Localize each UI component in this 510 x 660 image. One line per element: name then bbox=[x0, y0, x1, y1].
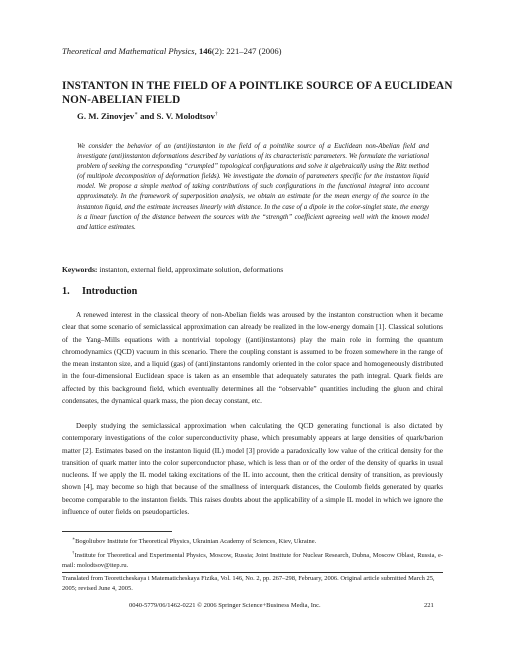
translation-rule bbox=[62, 572, 443, 573]
keywords bbox=[62, 265, 462, 274]
body-paragraph: A renewed interest in the classical theory of non-Abelian fields was aroused by the instanton construction when it became clear that some scenario of semiclassical approximation can already be realized in the low-energy domain [1]. Classical solutions of the Yang–Mills equations with a nontrivial topology ((anti)instantons) play the main role in forming the quantum chromodynamics (QCD) vacuum in this scenario. There the coupling constant is assumed to be frozen somewhere in the range of the mean instanton size, and a liquid (gas) of (anti)instantons randomly oriented in the color space and homogeneously distributed in the four-dimensional Euclidean space is taken as an ensemble that adequately saturates the path integral. Quark fields are affected by this background field, which eventually determines all the “observable” quantities including the gluon and chiral condensates, the dynamical quark mass, the pion decay constant, etc. bbox=[62, 311, 443, 406]
author-conjunction: and bbox=[137, 111, 157, 121]
section-title: Introduction bbox=[82, 286, 138, 297]
body-paragraph: Deeply studying the semiclassical approximation when calculating the QCD generating functional is also dictated by contemporary investigations of the color superconductivity phase, which presumably appears at large densities of quark/barion matter [2]. Estimates based on the instanton liquid (IL) model [3] provide a paradoxically low value of the critical density for the transition of quark matter into the color superconductor phase, which is less than or of the order of the density of quarks in usual nucleons. If we apply the IL model taking excitations of the IL into account, then the critical density of transition, as previously shown [4], may become so high that because of the smallness of interquark distances, the Coulomb fields generated by quarks become comparable to the instanton fields. This raises doubts about the applicability of a simple IL model in which we ignore the influence of outer fields on pseudoparticles. bbox=[62, 422, 443, 517]
paper-title: INSTANTON IN THE FIELD OF A POINTLIKE SOURCE OF A EUCLIDEAN NON-ABELIAN FIELD bbox=[62, 80, 453, 106]
journal-volume: 146 bbox=[198, 46, 212, 56]
footnote bbox=[62, 534, 443, 548]
keywords-text: instanton, external field, approximate solution, deformations bbox=[99, 265, 284, 274]
author-name: G. M. Zinovjev bbox=[77, 111, 135, 121]
affiliation-mark: † bbox=[214, 111, 218, 118]
body-text-block bbox=[62, 309, 443, 407]
copyright-line: 0040-5779/06/1462-0221 © 2006 Springer Science+Business Media, Inc. bbox=[129, 602, 321, 609]
journal-header bbox=[62, 46, 282, 56]
journal-issue-pages: (2): 221–247 (2006) bbox=[211, 46, 282, 56]
keywords-label: Keywords: bbox=[62, 265, 98, 274]
footnote-mark: † bbox=[72, 549, 75, 555]
translation-note: Translated from Teoreticheskaya i Matematicheskaya Fizika, Vol. 146, No. 2, pp. 267–298, February, 2006. Original article submitted March 25, 2005; revised June 4, 2005. bbox=[62, 575, 435, 593]
body-text-block bbox=[62, 420, 443, 518]
footnote-text: Bogoliubov Institute for Theoretical Physics, Ukrainian Academy of Sciences, Kiev, Ukraine. bbox=[75, 538, 317, 546]
author-line bbox=[77, 111, 218, 121]
author-name: S. V. Molodtsov bbox=[156, 111, 215, 121]
footnote bbox=[62, 548, 443, 572]
abstract: We consider the behavior of an (anti)instanton in the field of a pointlike source of a Euclidean non-Abelian field and investigate (anti)instanton deformations described by variations of its characteristic parameters. We formulate the variational problem of seeking the corresponding “crumpled” topological configurations and solve it algebraically using the Ritz method (of multipole decomposition of deformation fields). We investigate the domain of parameters specific for the instanton liquid model. We propose a simple method of taking contributions of such configurations in the functional integral into account approximately. In the framework of superposition analysis, we obtain an estimate for the mean energy of the source in the instanton liquid, and the estimate increases linearly with distance. In the case of a dipole in the color-singlet state, the energy is a linear function of the distance between the sources with the “strength” coefficient agreeing well with the known model and lattice estimates. bbox=[77, 142, 429, 231]
section-heading bbox=[62, 286, 137, 297]
page-number: 221 bbox=[424, 602, 434, 609]
section-number: 1. bbox=[62, 286, 70, 297]
affiliation-mark: ∗ bbox=[134, 111, 138, 118]
footnote-text: Institute for Theoretical and Experimental Physics, Moscow, Russia; Joint Institute for Nuclear Research, Dubna, Moscow Oblast, Russia, e-mail: molodtsov@itep.ru. bbox=[62, 551, 443, 570]
journal-name: Theoretical and Mathematical Physics, bbox=[62, 46, 197, 56]
footnote-rule bbox=[62, 531, 172, 532]
footnotes bbox=[62, 534, 443, 572]
footnote-mark: ∗ bbox=[72, 536, 76, 541]
